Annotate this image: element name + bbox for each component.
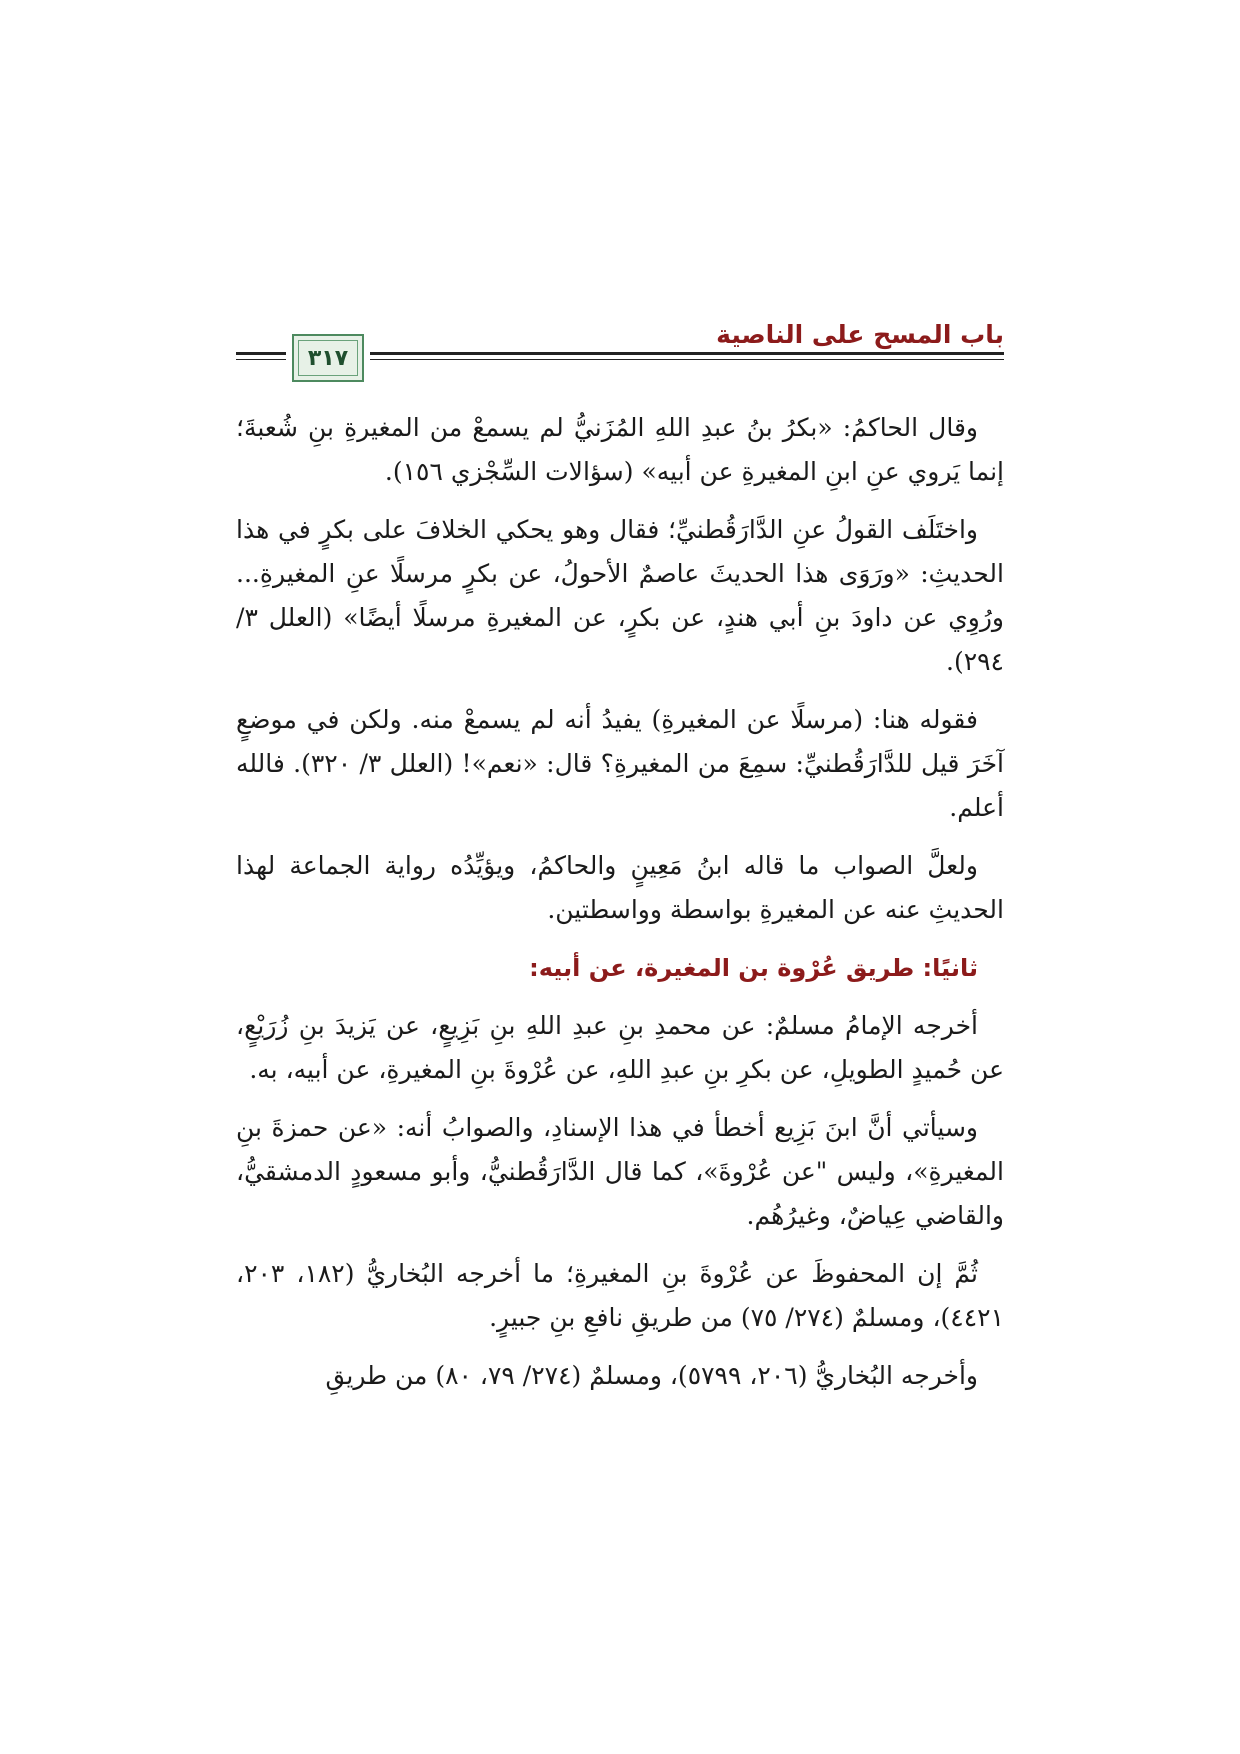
header-rule-left-bottom	[236, 359, 286, 360]
paragraph: واختَلَف القولُ عنِ الدَّارَقُطنيِّ؛ فقال وهو يحكي الخلافَ على بكرٍ في هذا الحديثِ: «ورَوَى هذا الحديثَ عاصمٌ الأحولُ، عن بكرٍ مرسلًا عنِ المغيرةِ... ورُوِي عن داودَ بنِ أبي هندٍ، عن بكرٍ، عن المغيرةِ مرسلًا أيضًا» (العلل ٣/ ٢٩٤).	[236, 515, 1004, 676]
page-header	[236, 312, 1004, 388]
page-number: ٣١٧	[307, 345, 349, 371]
paragraph: وقال الحاكمُ: «بكرُ بنُ عبدِ اللهِ المُزَنيُّ لم يسمعْ من المغيرةِ بنِ شُعبةَ؛ إنما يَروي عنِ ابنِ المغيرةِ عن أبيه» (سؤالات السِّجْزي ١٥٦).	[236, 413, 1004, 486]
paragraph: ثُمَّ إن المحفوظَ عن عُرْوةَ بنِ المغيرةِ؛ ما أخرجه البُخاريُّ (١٨٢، ٢٠٣، ٤٤٢١)، ومسلمٌ (٢٧٤/ ٧٥) من طريقِ نافعِ بنِ جبيرٍ.	[236, 1259, 1004, 1332]
header-rule-right-bottom	[370, 359, 1004, 360]
paragraph: وسيأتي أنَّ ابنَ بَزِيع أخطأ في هذا الإسنادِ، والصوابُ أنه: «عن حمزةَ بنِ المغيرةِ»، وليس "عن عُرْوةَ»، كما قال الدَّارَقُطنيُّ، وأبو مسعودٍ الدمشقيُّ، والقاضي عِياضٌ، وغيرُهُم.	[236, 1113, 1004, 1230]
paragraph: فقوله هنا: (مرسلًا عن المغيرةِ) يفيدُ أنه لم يسمعْ منه. ولكن في موضعٍ آخَرَ قيل للدَّارَقُطنيِّ: سمِعَ من المغيرةِ؟ قال: «نعم»! (العلل ٣/ ٣٢٠). فالله أعلم.	[236, 705, 1004, 822]
paragraph: ولعلَّ الصواب ما قاله ابنُ مَعِينٍ والحاكمُ، ويؤيِّدُه رواية الجماعة لهذا الحديثِ عنه عن المغيرةِ بواسطة وواسطتين.	[236, 851, 1004, 924]
paragraph: أخرجه الإمامُ مسلمٌ: عن محمدِ بنِ عبدِ اللهِ بنِ بَزِيعٍ، عن يَزيدَ بنِ زُرَيْعٍ، عن حُميدٍ الطويلِ، عن بكرِ بنِ عبدِ اللهِ، عن عُرْوةَ بنِ المغيرةِ، عن أبيه، به.	[236, 1011, 1004, 1084]
header-rule-left-top	[236, 352, 286, 355]
document-body	[236, 406, 1004, 1412]
page-number-badge	[292, 334, 364, 382]
paragraph: وأخرجه البُخاريُّ (٢٠٦، ٥٧٩٩)، ومسلمٌ (٢٧٤/ ٧٩، ٨٠) من طريقِ	[325, 1361, 978, 1390]
chapter-title: باب المسح على الناصية	[716, 320, 1004, 349]
header-rule-right-top	[370, 352, 1004, 355]
section-heading: ثانيًا: طريق عُرْوة بن المغيرة، عن أبيه:	[529, 954, 978, 982]
